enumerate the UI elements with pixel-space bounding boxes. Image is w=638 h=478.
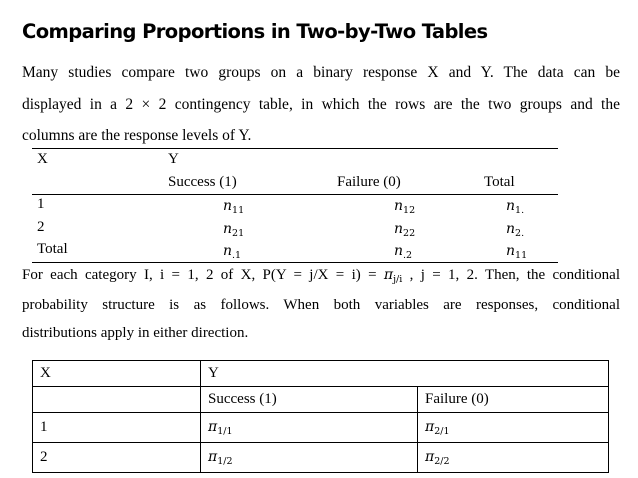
intro-line-3: columns are the response levels of Y. — [22, 127, 252, 144]
header-total: Total — [484, 174, 515, 190]
table-header-rule — [32, 194, 558, 195]
row-label: 1 — [37, 196, 45, 212]
intro-line-2: displayed in a 2 × 2 contingency table, in which the rows are the two groups and the — [22, 96, 620, 113]
row-label: Total — [37, 241, 68, 257]
header-success: Success (1) — [168, 174, 237, 190]
cell-n11: $n_{11}$ — [223, 198, 245, 216]
header-y: Y — [168, 151, 179, 167]
page-title: Comparing Proportions in Two-by-Two Tables — [22, 20, 488, 43]
header-x: X — [37, 151, 48, 167]
body-line-1: For each category I, i = 1, 2 of X, $P(Y = j/X = i) = \pi_{j/i}$ , j = 1, 2. Then, the conditional — [22, 267, 620, 285]
cell-n-dot2: $n_{.2}$ — [394, 243, 413, 261]
row-label: 2 — [37, 219, 45, 235]
body-line-3: distributions apply in either direction. — [22, 325, 249, 341]
conditional-probability-table — [32, 360, 609, 473]
header-x: X — [33, 361, 201, 387]
body-line-2: probability structure is as follows. When both variables are responses, conditional — [22, 297, 620, 313]
table-bottom-rule — [32, 262, 558, 263]
row-label: 2 — [33, 443, 201, 473]
header-y: Y — [201, 361, 609, 387]
header-success: Success (1) — [201, 387, 418, 413]
cell-n1-dot: $n_{1.}$ — [506, 198, 525, 216]
intro-line-1: Many studies compare two groups on a binary response X and Y. The data can be — [22, 64, 620, 81]
cell-n-dot1: $n_{.1}$ — [223, 243, 242, 261]
cell-n-total: $n_{11}$ — [506, 243, 528, 261]
cell-n2-dot: $n_{2.}$ — [506, 221, 525, 239]
cell-n22: $n_{22}$ — [394, 221, 416, 239]
cell-pi-2-2: $\pi_{2/2}$ — [418, 443, 609, 473]
cell-pi-1-1: $\pi_{1/1}$ — [201, 413, 418, 443]
cell-pi-2-1: $\pi_{2/1}$ — [418, 413, 609, 443]
cell-n12: $n_{12}$ — [394, 198, 416, 216]
cell-pi-1-2: $\pi_{1/2}$ — [201, 443, 418, 473]
header-failure: Failure (0) — [418, 387, 609, 413]
table-top-rule — [32, 148, 558, 149]
empty-cell — [33, 387, 201, 413]
header-failure: Failure (0) — [337, 174, 401, 190]
cell-n21: $n_{21}$ — [223, 221, 245, 239]
row-label: 1 — [33, 413, 201, 443]
